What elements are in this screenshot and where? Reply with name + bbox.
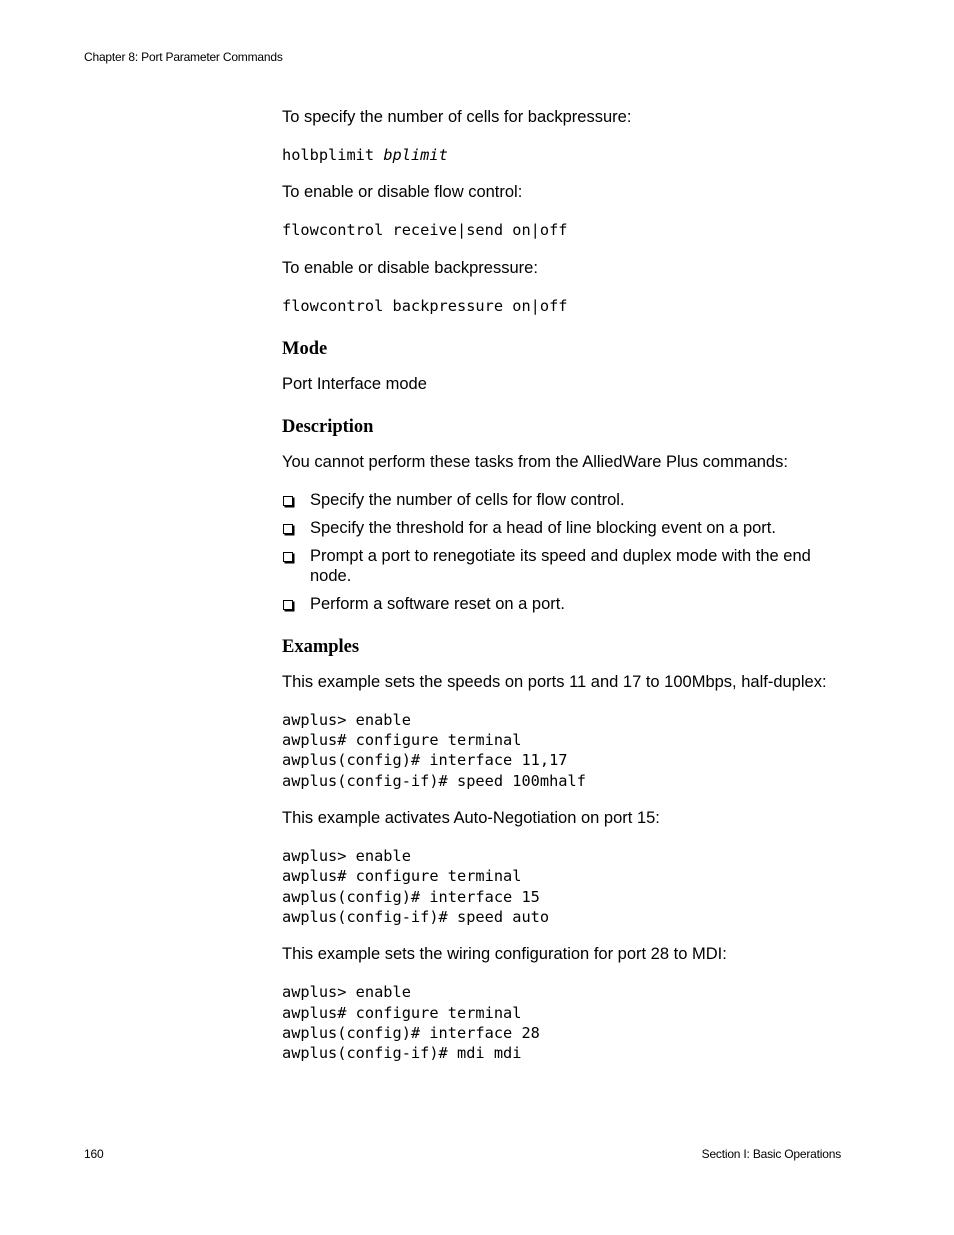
checkbox-bullet-icon [283, 552, 293, 562]
list-item-text: Perform a software reset on a port. [310, 594, 565, 613]
example-2-text: This example activates Auto-Negotiation on port 15: [282, 809, 660, 828]
list-item [282, 594, 842, 614]
list-item-text: Prompt a port to renegotiate its speed and duplex mode with the end node. [310, 546, 811, 585]
example-1-code: awplus> enable awplus# configure terminal awplus(config)# interface 11,17 awplus(config-if)# speed 100mhalf [282, 710, 586, 790]
description-text: You cannot perform these tasks from the AlliedWare Plus commands: [282, 452, 788, 471]
checkbox-bullet-icon [283, 524, 293, 534]
code-command: holbplimit [282, 146, 384, 164]
example-2-code: awplus> enable awplus# configure terminal awplus(config)# interface 15 awplus(config-if)# speed auto [282, 847, 550, 926]
page-number: 160 [84, 1147, 104, 1161]
list-item [282, 546, 842, 586]
description-heading: Description [282, 416, 374, 437]
list-item-text: Specify the number of cells for flow control. [310, 490, 625, 509]
checkbox-bullet-icon [283, 496, 293, 506]
code-flowcontrol: flowcontrol receive|send on|off [282, 221, 568, 240]
example-1-text: This example sets the speeds on ports 11 and 17 to 100Mbps, half-duplex: [282, 672, 827, 691]
code-parameter: bplimit [383, 146, 448, 164]
mode-heading: Mode [282, 338, 328, 359]
list-item-text: Specify the threshold for a head of line blocking event on a port. [310, 518, 776, 537]
code-backpressure: flowcontrol backpressure on|off [282, 296, 568, 315]
running-header: Chapter 8: Port Parameter Commands [84, 50, 283, 64]
example-3-code: awplus> enable awplus# configure terminal awplus(config)# interface 28 awplus(config-if)# mdi mdi [282, 983, 540, 1063]
mode-text: Port Interface mode [282, 374, 427, 393]
intro-flow-control: To enable or disable flow control: [282, 183, 523, 202]
code-holbplimit [282, 145, 842, 165]
checkbox-bullet-icon [283, 600, 293, 610]
page-content [282, 107, 842, 1080]
intro-backpressure-cells: To specify the number of cells for backpressure: [282, 108, 632, 126]
description-list [282, 490, 842, 614]
example-3-text: This example sets the wiring configuration for port 28 to MDI: [282, 945, 727, 964]
examples-heading: Examples [282, 636, 360, 657]
section-footer: Section I: Basic Operations [701, 1147, 841, 1161]
list-item [282, 490, 842, 510]
intro-backpressure: To enable or disable backpressure: [282, 258, 538, 277]
list-item [282, 518, 842, 538]
